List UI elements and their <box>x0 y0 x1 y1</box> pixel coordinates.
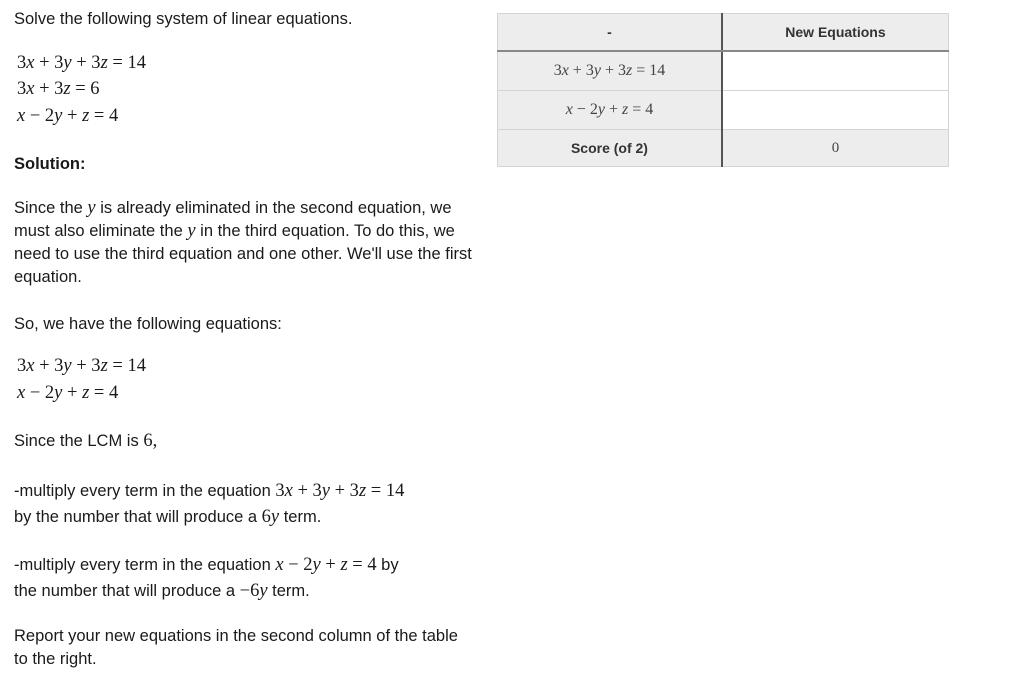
row1-answer-input[interactable] <box>723 52 948 90</box>
step1-equation: 3x + 3y + 3z = 14 <box>275 481 405 501</box>
row2-answer-cell[interactable] <box>722 91 949 130</box>
system-equation-3: x − 2y + z = 4 <box>17 106 119 126</box>
lcm-text: Since the LCM is <box>14 432 139 450</box>
problem-intro: Solve the following system of linear equations. <box>14 10 353 28</box>
para1-text-b: is already eliminated in the second equation, we must also eliminate the <box>14 199 452 240</box>
solution-paragraph-1 <box>14 197 474 289</box>
chosen-equation-1: 3x + 3y + 3z = 14 <box>17 356 146 376</box>
row2-answer-input[interactable] <box>723 91 948 129</box>
step2-text-a: -multiply every term in the equation <box>14 556 271 574</box>
table-row <box>498 91 949 130</box>
header-col1: - <box>498 14 722 52</box>
step2-text-c: term. <box>272 582 310 600</box>
step2-term: −6y <box>239 581 268 601</box>
table-header-row <box>498 14 949 52</box>
row2-equation: x − 2y + z = 4 <box>498 91 722 130</box>
step2-equation: x − 2y + z = 4 <box>275 555 377 575</box>
report-instruction: Report your new equations in the second column of the table to the right. <box>14 627 458 668</box>
row1-answer-cell[interactable] <box>722 51 949 91</box>
system-equation-1: 3x + 3y + 3z = 14 <box>17 53 146 73</box>
para1-text-c: in the third equation. To do this, we need to use the third equation and one other. We'll use the first equation. <box>14 222 472 286</box>
step-2 <box>14 552 474 604</box>
step2-text-b: the number that will produce a <box>14 582 236 600</box>
step1-term: 6y <box>261 507 280 527</box>
header-new-equations: New Equations <box>722 14 949 52</box>
score-label: Score (of 2) <box>498 130 722 167</box>
solution-paragraph-2: So, we have the following equations: <box>14 315 282 333</box>
system-equation-2: 3x + 3z = 6 <box>17 79 100 99</box>
step2-by: by <box>381 556 399 574</box>
solution-heading: Solution: <box>14 155 86 173</box>
step1-text-a: -multiply every term in the equation <box>14 482 271 500</box>
step-1 <box>14 478 474 530</box>
var-y: y <box>87 198 96 218</box>
score-value: 0 <box>722 130 949 167</box>
lcm-line <box>14 430 474 453</box>
row1-equation: 3x + 3y + 3z = 14 <box>498 51 722 91</box>
answer-table <box>497 13 949 167</box>
chosen-equation-2: x − 2y + z = 4 <box>17 383 119 403</box>
para1-text-a: Since the <box>14 199 83 217</box>
table-row <box>498 51 949 91</box>
lcm-value: 6, <box>143 431 158 451</box>
step1-text-c: term. <box>283 508 322 526</box>
step1-text-b: by the number that will produce a <box>14 508 258 526</box>
var-y-2: y <box>187 221 196 241</box>
score-row <box>498 130 949 167</box>
